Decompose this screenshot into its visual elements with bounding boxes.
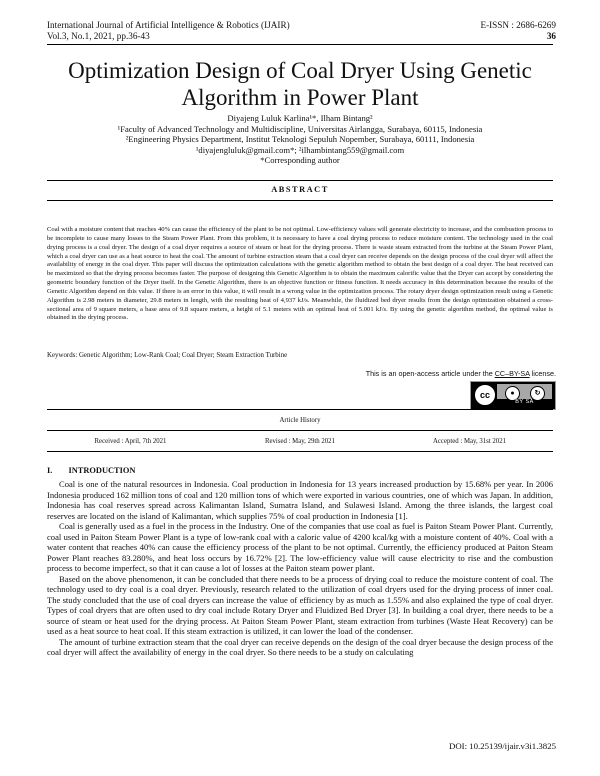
revised-date: Revised : May, 29th 2021	[214, 431, 386, 452]
introduction-body	[47, 479, 553, 658]
section-number: I.	[47, 466, 53, 475]
journal-name: International Journal of Artificial Intelligence & Robotics (IJAIR)	[47, 20, 290, 30]
paragraph: The amount of turbine extraction steam that the coal dryer can receive depends on the design of the coal dryer because the design process of the coal dryer will affect the availability of energy in the coal dryer. So there needs to be a study on calculating	[47, 636, 553, 657]
paragraph: Coal is one of the natural resources in Indonesia. Coal production in Indonesia for 13 years increased production by 15.68% per year. In 2006 Indonesia produced 162 million tons of coal and 120 million tons of which were exported in various countries, one of which was Japan. In addition, Indonesia has coal reserves spread across Kalimantan Island, Sumatra Island, and Sulawesi Island. Among the three islands, the largest coal reserves are located on the island of Kalimantan, which supplies 75% of coal production in Indonesia [1].	[47, 479, 553, 521]
received-date: Received : April, 7th 2021	[47, 431, 214, 452]
journal-issn: E-ISSN : 2686-6269	[480, 20, 556, 30]
affiliation-1: ¹Faculty of Advanced Technology and Multidiscipline, Universitas Airlangga, Surabaya, 60115, Indonesia	[117, 123, 483, 134]
author-block	[60, 113, 540, 166]
open-access-suffix: license.	[529, 369, 556, 378]
open-access-prefix: This is an open-access article under the	[365, 369, 495, 378]
share-alike-icon: ↻	[530, 386, 545, 401]
badge-label: BY SA	[515, 399, 534, 405]
license-link[interactable]: CC–BY-SA	[494, 369, 530, 378]
cc-by-sa-badge[interactable]	[470, 381, 556, 410]
author-emails: ¹diyajengluluk@gmail.com*; ²ilhambintang559@gmail.com	[195, 144, 405, 155]
journal-volume: Vol.3, No.1, 2021, pp.36-43	[47, 31, 150, 41]
keywords: Keywords: Genetic Algorithm; Low-Rank Coal; Coal Dryer; Steam Extraction Turbine	[47, 352, 288, 359]
badge-icon-pane	[497, 384, 552, 399]
doi: DOI: 10.25139/ijair.v3i1.3825	[448, 741, 556, 751]
abstract-heading-rule	[47, 200, 553, 201]
abstract-heading: ABSTRACT	[271, 185, 329, 194]
paragraph: Based on the above phenomenon, it can be concluded that there needs to be a process of drying coal to reduce the moisture content of coal. The technology used to dry coal is a coal dryer. Previously, research related to the utilization of coal dryers used for the drying process of inner coal. The study concluded that the use of coal dryers can increase the value of efficiency by as much as 1.55% and also explained the type of coal dryer. Types of coal dryers that are often used to dry coal include Rotary Dryer and Fluidized Bed Dryer [3]. In building a coal dryer, there needs to be a source of steam or heat used for the drying process. At Paiton Steam Power Plant, steam extraction from turbines (Waste Heat Recovery) can be used as a heat source to heat coal. If this steam extraction is utilized, it can lower the load of the condenser.	[47, 573, 553, 636]
corresponding-author: *Corresponding author	[260, 155, 340, 165]
section-heading	[47, 466, 135, 475]
author-names: Diyajeng Luluk Karlina¹*, Ilham Bintang²	[227, 113, 373, 123]
page-number: 36	[546, 31, 556, 41]
section-title: INTRODUCTION	[68, 466, 136, 475]
abstract-top-rule	[47, 180, 553, 181]
paper-title: Optimization Design of Coal Dryer Using Genetic Algorithm in Power Plant	[68, 58, 532, 110]
article-history-table	[47, 409, 553, 452]
accepted-date: Accepted : May, 31st 2021	[386, 431, 553, 452]
open-access-notice	[366, 369, 556, 378]
paragraph: Coal is generally used as a fuel in the process in the Industry. One of the companies that use coal as fuel is Paiton Steam Power Plant. Currently, coal used in Paiton Steam Power Plant is a type of low-rank coal with a caloric value of 4200 kcal/kg with a moisture content of 40%. Coal with a water content that reaches 40% can cause the efficiency process of the plant to be not optimal. Currently, the efficiency produced at Paiton Steam Power Plant reaches 83.280%, and heat loss occurs by 16.72% [2]. The low-efficiency value will cause electricity to rise and the combustion process to become imperfect, so that it can cause a lot of losses at the Paiton steam power plant.	[47, 521, 553, 573]
affiliation-2: ²Engineering Physics Department, Institut Teknologi Sepuluh Nopember, Surabaya, 60111, Indonesia	[125, 134, 475, 144]
by-person-icon: ●	[505, 386, 520, 401]
article-history-heading: Article History	[47, 410, 553, 431]
header-divider	[47, 44, 553, 45]
cc-icon: cc	[474, 384, 496, 406]
abstract-text: Coal with a moisture content that reaches 40% can cause the efficiency of the plant to be not optimal. Low-efficiency values will generate electricity to increase, and the combustion process to be incomplete to cause many losses to the Steam Power Plant. From this problem, it is necessary to have a coal drying process to reduce moisture content. The technology used in the coal drying process is a coal dryer. The design of a coal dryer requires a source of steam or heat for the drying process. There is waste steam extracted from the turbine at the Steam Power Plant, which a coal dryer can use as a heat source to heat the coal. The amount of turbine extraction steam that a coal dryer can receive depends on the design process of the coal dryer will affect the availability of energy in the coal dryer. This paper will discuss the optimization calculations with the genetic algorithm method to obtain the best design of a coal dryer. The heat received can be maximized so that the drying process becomes faster. The purpose of designing this Genetic Algorithm is to obtain the maximum calorific value that the Dryer can accept by considering the geometric boundary function of the Dryer itself. In the Genetic Algorithm, there is an objective function or fitness function. It needs accuracy in this determination because the results of the Genetic Algorithm depend on this value. If there is an error in this value, it will result in a wrong value in the optimization process. The rotary dryer design optimization result using a Genetic Algorithm is 2.98 meters in diameter, 29.8 meters in length, with the resulting heat of 4,937 kJ/s. Meanwhile, the fluidized bed dryer results from the design optimization obtained a cross-sectional area of 9 square meters, a base area of 9.8 square meters, a height of 5.1 meters with an optimal heat of 5.001 kJ/s. By using the genetic algorithm method, the optimal value is obtained in the drying process.	[47, 226, 553, 322]
